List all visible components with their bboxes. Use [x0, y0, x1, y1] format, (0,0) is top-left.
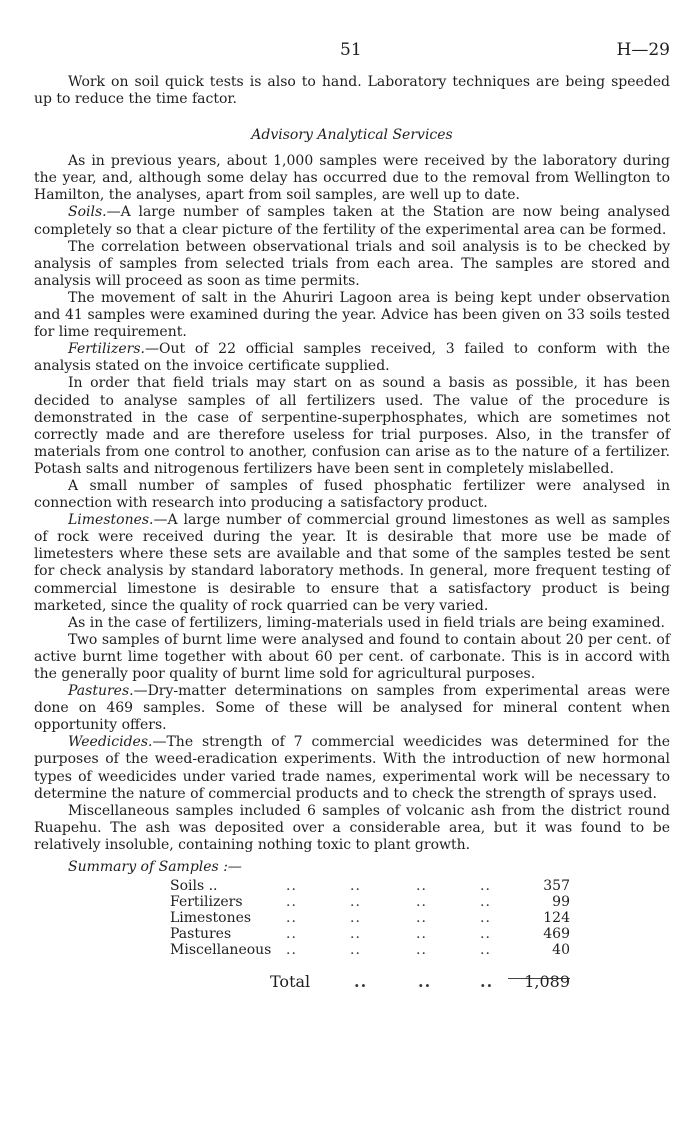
dot-leader: .. [286, 910, 297, 927]
body-paragraph [34, 153, 670, 204]
body-paragraph [34, 204, 670, 238]
paragraph-text: —A large number of samples taken at the Station are now being analysed completely so that a clear picture of the fertility of the experimental area can be formed. [34, 204, 670, 238]
summary-row [34, 942, 670, 958]
summary-row-label: Soils .. [170, 878, 218, 895]
run-in-heading: Pastures. [68, 683, 134, 700]
paragraph-text: The correlation between observational trials and soil analysis is to be checked by analysis of samples from selected trials from each area. The samples are stored and analysis will proceed as soon as time permits. [34, 238, 670, 289]
page-number: 51 [340, 40, 362, 60]
body-paragraph [34, 478, 670, 512]
paragraph-text: —Dry-matter determinations on samples from experimental areas were done on 469 samples. Some of these will be analysed for mineral content when opportunity offers. [34, 683, 670, 734]
run-in-heading: Fertilizers. [68, 341, 145, 358]
dot-leader: .. [350, 910, 361, 927]
summary-row-label: Miscellaneous [170, 942, 272, 959]
summary-row-value: 469 [543, 926, 570, 943]
dot-leader: .. [350, 894, 361, 911]
dot-leader: .. [350, 926, 361, 943]
dot-leader: .. [350, 878, 361, 895]
run-in-heading: Soils. [68, 204, 107, 221]
run-in-heading: Weedicides. [68, 734, 153, 751]
body-text [34, 153, 670, 854]
dot-leader: .. [480, 910, 491, 927]
dot-leader: .. [354, 972, 368, 992]
body-paragraph [34, 615, 670, 632]
summary-row-value: 357 [543, 878, 570, 895]
body-paragraph [34, 290, 670, 341]
dot-leader: .. [480, 878, 491, 895]
body-paragraph [34, 375, 670, 478]
paragraph-text: —The strength of 7 commercial weedicides was determined for the purposes of the weed-eradication experiments. With the introduction of new hormonal types of weedicides under varied trade names, experimental work will be necessary to determine the nature of commercial products and to check the strength of sprays used. [34, 734, 670, 802]
paragraph-text: Two samples of burnt lime were analysed and found to contain about 20 per cent. of active burnt lime together with about 60 per cent. of carbonate. This is in accord with the generally poor quality of burnt lime sold for agricultural purposes. [34, 631, 670, 682]
body-paragraph [34, 632, 670, 683]
paragraph-text: —Out of 22 official samples received, 3 failed to conform with the analysis stated on the invoice certificate supplied. [34, 341, 670, 375]
summary-row-label: Limestones [170, 910, 252, 927]
summary-row [34, 878, 670, 894]
section-heading: Advisory Analytical Services [251, 127, 453, 144]
dot-leader: .. [286, 942, 297, 959]
dot-leader: .. [480, 942, 491, 959]
summary-row-label: Fertilizers [170, 894, 243, 911]
summary-row-label: Pastures [170, 926, 232, 943]
total-row [34, 972, 670, 992]
body-paragraph [34, 683, 670, 734]
paragraph-text: Miscellaneous samples included 6 samples of volcanic ash from the district round Ruapehu. The ash was deposited over a considerable area, but it was found to be relatively insoluble, containing nothing toxic to plant growth. [34, 802, 670, 853]
body-paragraph [34, 734, 670, 802]
dot-leader: .. [416, 926, 427, 943]
body-paragraph [34, 803, 670, 854]
dot-leader: .. [286, 926, 297, 943]
body-paragraph [34, 239, 670, 290]
dot-leader: .. [350, 942, 361, 959]
summary-row-value: 40 [552, 942, 570, 959]
summary-row-value: 124 [543, 910, 570, 927]
document-page [34, 40, 670, 992]
summary-row [34, 894, 670, 910]
dot-leader: .. [416, 894, 427, 911]
page-header [34, 40, 670, 70]
paragraph-text: A small number of samples of fused phosphatic fertilizer were analysed in connection with research into producing a satisfactory product. [34, 477, 670, 512]
summary-row [34, 926, 670, 942]
summary-table [34, 878, 670, 958]
summary-heading: Summary of Samples :— [68, 859, 242, 876]
paragraph-text: The movement of salt in the Ahuriri Lagoon area is being kept under observation and 41 samples were examined during the year. Advice has been given on 33 soils tested for lime requirement. [34, 289, 670, 341]
dot-leader: .. [286, 894, 297, 911]
paragraph-text: As in previous years, about 1,000 samples were received by the laboratory during the year, and, although some delay has occurred due to the removal from Wellington to Hamilton, the analyses, apart from soil samples, are well up to date. [34, 153, 670, 204]
dot-leader: .. [480, 972, 494, 992]
dot-leader: .. [416, 942, 427, 959]
dot-leader: .. [480, 926, 491, 943]
body-paragraph [34, 512, 670, 615]
paragraph-text: As in the case of fertilizers, liming-materials used in field trials are being examined. [68, 614, 666, 631]
summary-row [34, 910, 670, 926]
summary-row-value: 99 [552, 894, 570, 911]
dot-leader: .. [416, 878, 427, 895]
dot-leader: .. [286, 878, 297, 895]
run-in-heading: Limestones. [68, 512, 154, 529]
dot-leader: .. [418, 972, 432, 992]
intro-paragraph: Work on soil quick tests is also to hand. Laboratory techniques are being speeded up to reduce the time factor. [34, 74, 670, 108]
dot-leader: .. [480, 894, 491, 911]
paragraph-text: In order that field trials may start on as sound a basis as possible, it has been decided to analyse samples of all fertilizers used. The value of the procedure is demonstrated in the case of serpentine-superphosphates, which are sometimes not correctly made and are therefore useless for trial purposes. Also, in the transfer of materials from one control to another, confusion can arise as to the nature of a fertilizer. Potash salts and nitrogenous fertilizers have been sent in completely mislabelled. [34, 375, 670, 477]
document-reference: H—29 [616, 40, 670, 60]
dot-leader: .. [416, 910, 427, 927]
total-label: Total [270, 972, 311, 992]
total-value: 1,089 [524, 972, 570, 992]
body-paragraph [34, 341, 670, 375]
paragraph-text: —A large number of commercial ground limestones as well as samples of rock were received during the year. It is desirable that more use be made of limetesters where these sets are available and that some of the samples tested be sent for check analysis by standard laboratory methods. In general, more frequent testing of commercial limestone is desirable to ensure that a satisfactory product is being marketed, since the quality of rock quarried can be very varied. [34, 512, 670, 614]
